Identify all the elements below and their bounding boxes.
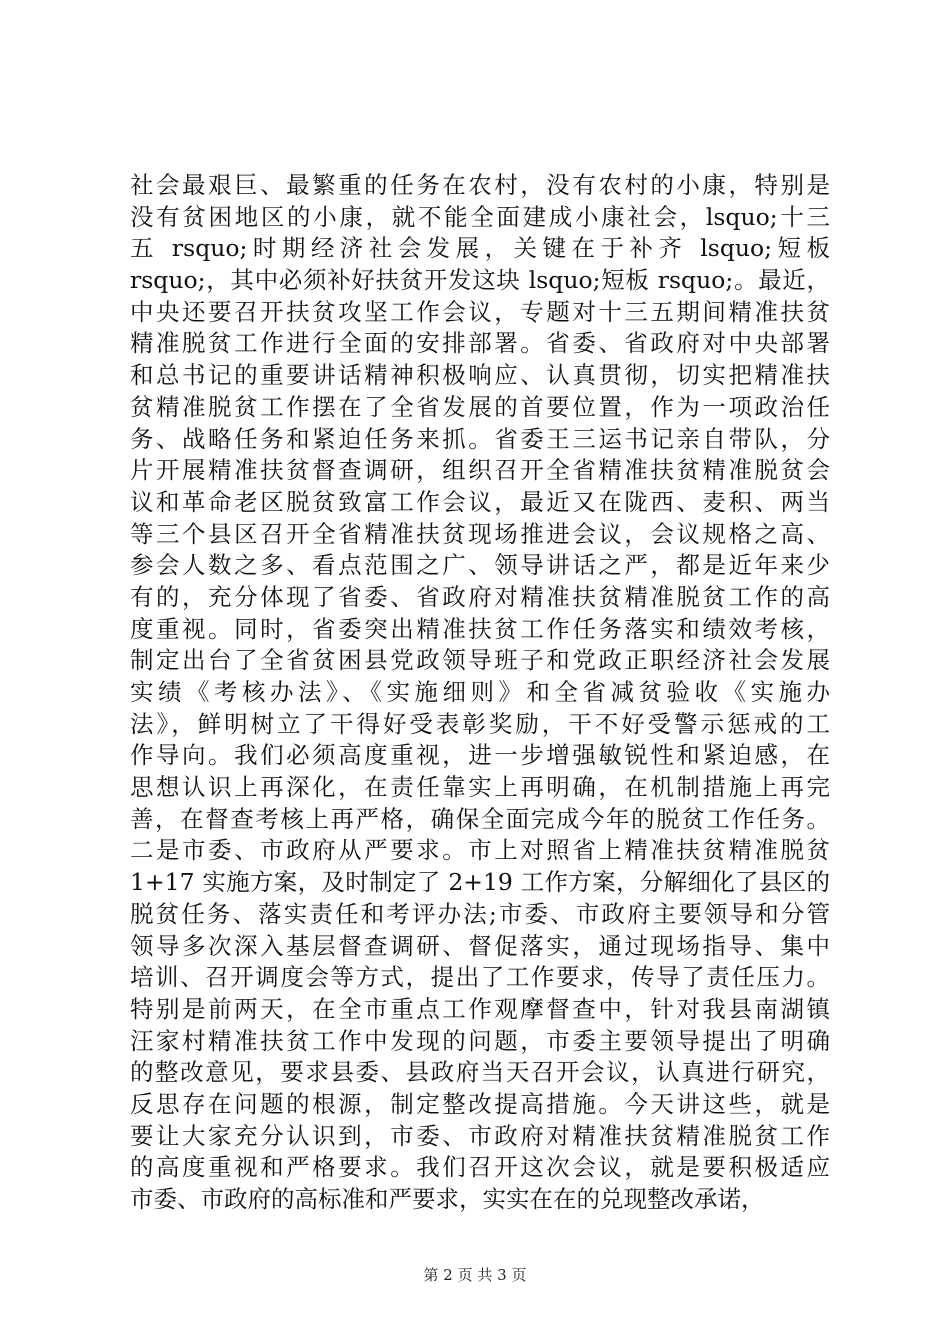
text-line: 贫精准脱贫工作摆在了全省发展的首要位置，作为一项政治任 xyxy=(130,392,830,421)
text-line: 议和革命老区脱贫致富工作会议，最近又在陇西、麦积、两当 xyxy=(130,487,830,516)
body-text xyxy=(130,170,830,1216)
text-line: 市委、市政府的高标准和严要求，实实在在的兑现整改承诺， xyxy=(130,1185,765,1213)
text-line: 的高度重视和严格要求。我们召开这次会议，就是要积极适应 xyxy=(130,1153,830,1182)
text-line: 实绩《考核办法》、《实施细则》和全省减贫验收《实施办 xyxy=(130,678,830,706)
text-line: 的整改意见，要求县委、县政府当天召开会议，认真进行研究， xyxy=(130,1058,830,1087)
text-line: 领导多次深入基层督查调研、督促落实，通过现场指导、集中 xyxy=(130,931,830,960)
page-number-label: 第 2 页 共 3 页 xyxy=(423,1266,527,1284)
text-line: 法》，鲜明树立了干得好受表彰奖励，干不好受警示惩戒的工 xyxy=(130,709,830,738)
text-line: 善，在督查考核上再严格，确保全面完成今年的脱贫工作任务。 xyxy=(130,804,830,833)
text-line: 度重视。同时，省委突出精准扶贫工作任务落实和绩效考核， xyxy=(130,614,830,643)
text-line: 中央还要召开扶贫攻坚工作会议，专题对十三五期间精准扶贫 xyxy=(130,297,830,326)
text-line: 脱贫任务、落实责任和考评办法;市委、市政府主要领导和分管 xyxy=(130,899,830,928)
text-line: 反思存在问题的根源，制定整改提高措施。今天讲这些，就是 xyxy=(130,1089,830,1118)
text-line: 作导向。我们必须高度重视，进一步增强敏锐性和紧迫感，在 xyxy=(130,741,830,770)
text-line: 没有贫困地区的小康，就不能全面建成小康社会，lsquo;十三 xyxy=(130,202,830,231)
text-line: 和总书记的重要讲话精神积极响应、认真贯彻，切实把精准扶 xyxy=(130,361,830,390)
text-line: 二是市委、市政府从严要求。市上对照省上精准扶贫精准脱贫 xyxy=(130,836,830,865)
text-line: 培训、召开调度会等方式，提出了工作要求，传导了责任压力。 xyxy=(130,963,830,992)
text-line: 参会人数之多、看点范围之广、领导讲话之严，都是近年来少 xyxy=(130,551,830,580)
text-line: 有的，充分体现了省委、省政府对精准扶贫精准脱贫工作的高 xyxy=(130,582,830,611)
text-line: 思想认识上再深化，在责任靠实上再明确，在机制措施上再完 xyxy=(130,773,830,802)
text-line: 特别是前两天，在全市重点工作观摩督查中，针对我县南湖镇 xyxy=(130,994,830,1023)
text-line: 制定出台了全省贫困县党政领导班子和党政正职经济社会发展 xyxy=(130,646,830,675)
text-line: 汪家村精准扶贫工作中发现的问题，市委主要领导提出了明确 xyxy=(130,1026,830,1055)
text-line: 五 rsquo;时期经济社会发展，关键在于补齐 lsquo;短板 xyxy=(130,234,830,263)
text-line: 1+17 实施方案，及时制定了 2+19 工作方案，分解细化了县区的 xyxy=(130,868,830,897)
text-line: 等三个县区召开全省精准扶贫现场推进会议，会议规格之高、 xyxy=(130,519,830,548)
text-line: 片开展精准扶贫督查调研，组织召开全省精准扶贫精准脱贫会 xyxy=(130,456,830,485)
text-line: 要让大家充分认识到，市委、市政府对精准扶贫精准脱贫工作 xyxy=(130,1121,830,1150)
page-footer xyxy=(0,1265,950,1285)
text-line: 精准脱贫工作进行全面的安排部署。省委、省政府对中央部署 xyxy=(130,329,830,358)
text-line: 务、战略任务和紧迫任务来抓。省委王三运书记亲自带队，分 xyxy=(130,424,830,453)
text-line: rsquo;，其中必须补好扶贫开发这块 lsquo;短板 rsquo;。最近， xyxy=(130,266,830,295)
text-line: 社会最艰巨、最繁重的任务在农村，没有农村的小康，特别是 xyxy=(130,171,830,199)
